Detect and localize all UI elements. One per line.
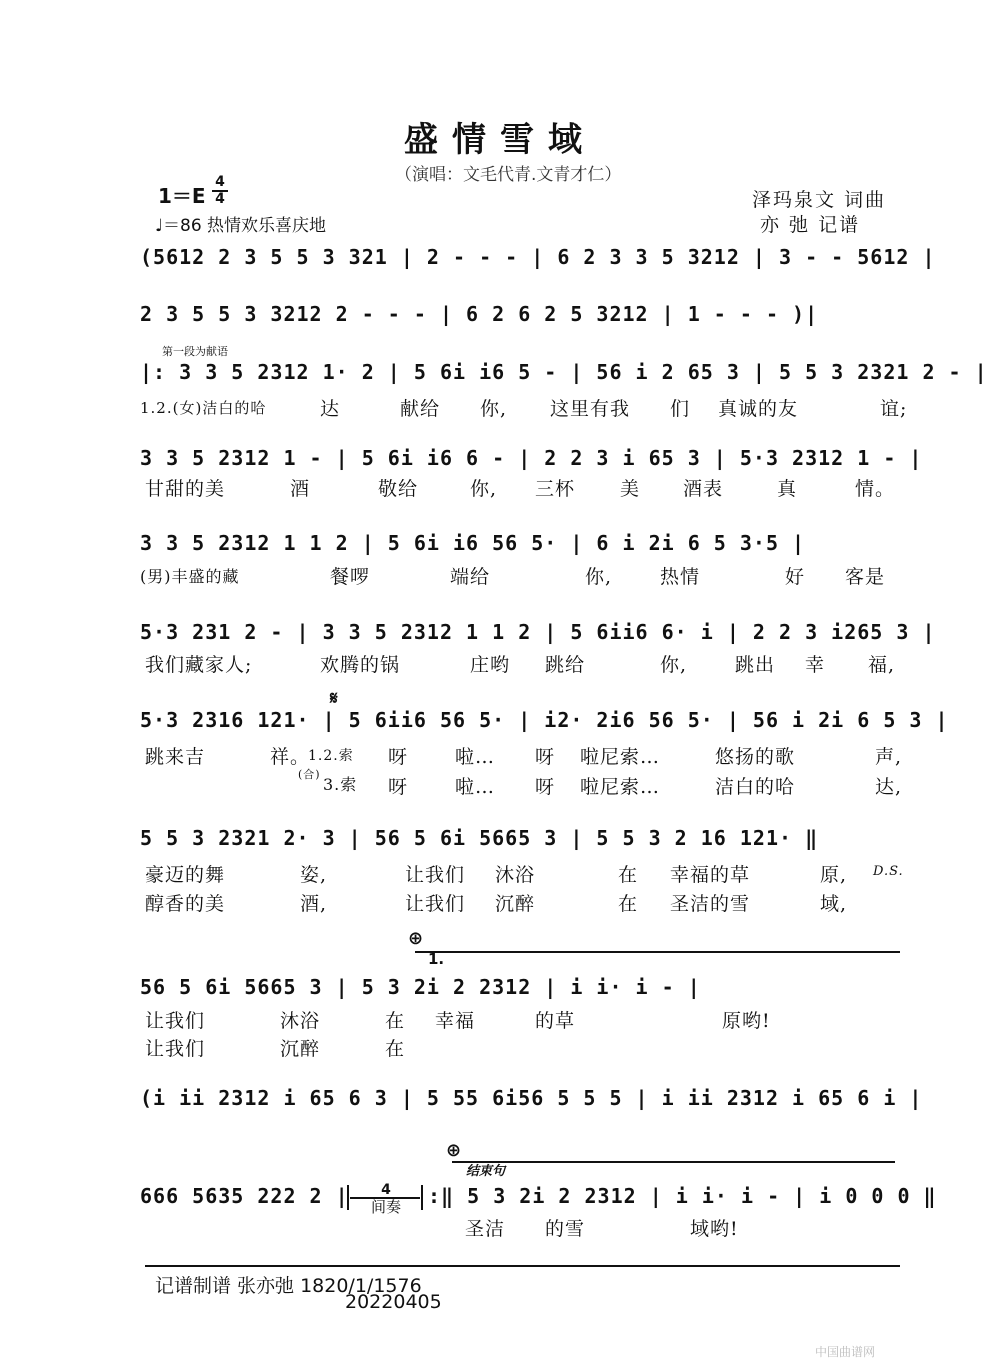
- lyric-word: 幸福的草: [670, 864, 751, 886]
- lyric-word: 沉醉: [280, 1038, 321, 1060]
- lyric-word: 啦尼索…: [580, 746, 661, 768]
- footer-divider: [145, 1265, 900, 1267]
- lyric-word: 跳来吉: [145, 746, 206, 768]
- notation-row-9: 56 5 6i 5665 3 | 5 3 2i 2 2312 | i i· i - |: [140, 975, 701, 999]
- notation-row-8: 5 5 3 2321 2· 3 | 56 5 6i 5665 3 | 5 5 3 2 16 121· ‖: [140, 826, 819, 850]
- time-signature-bottom: 4: [215, 191, 225, 207]
- coda-sign-2: ⊕: [446, 1140, 462, 1161]
- performers-subtitle: （演唱：文毛代青.文青才仁）: [395, 165, 622, 185]
- lyric-word: 福,: [868, 654, 896, 676]
- lyric-word: 原,: [820, 864, 848, 886]
- notation-row-11-end: :‖ 5 3 2i 2 2312 | i i· i - | i 0 0 0 ‖: [428, 1184, 937, 1208]
- lyric-word: 的雪: [545, 1218, 586, 1240]
- lyric-word: 美: [620, 478, 641, 500]
- lyric-word: 祥。: [270, 746, 311, 768]
- lyric-word: 域,: [820, 893, 848, 915]
- notation-row-2: 2 3 5 5 3 3212 2 - - - | 6 2 6 2 5 3212 | 1 - - - )|: [140, 302, 819, 326]
- lyric-word: 酒: [290, 478, 311, 500]
- time-signature-top: 4: [215, 174, 225, 190]
- lyric-word: 让我们: [405, 864, 466, 886]
- lyric-word: 啦尼索…: [580, 776, 661, 798]
- lyric-word: 在: [385, 1038, 406, 1060]
- key-signature: 1＝E: [158, 184, 206, 208]
- lyric-word: 的草: [535, 1010, 576, 1032]
- lyric-word: 在: [385, 1010, 406, 1032]
- lyric-word: 醇香的美: [145, 893, 226, 915]
- lyric-word: 悠扬的歌: [715, 746, 796, 768]
- lyric-word: 我们藏家人;: [145, 654, 253, 676]
- lyric-word: 沐浴: [495, 864, 536, 886]
- lyric-word: 圣洁: [465, 1218, 506, 1240]
- lyric-word: 让我们: [145, 1038, 206, 1060]
- lyric-word: 让我们: [145, 1010, 206, 1032]
- lyric-word: 在: [618, 864, 639, 886]
- lyric-word: 让我们: [405, 893, 466, 915]
- lyric-word: 谊;: [880, 398, 908, 420]
- lyric-word: 豪迈的舞: [145, 864, 226, 886]
- lyric-word: 甘甜的美: [145, 478, 226, 500]
- lyric-word: 跳出: [735, 654, 776, 676]
- notation-row-5: 3 3 5 2312 1 1 2 | 5 6i i6 56 5· | 6 i 2i 6 5 3·5 |: [140, 531, 806, 555]
- lyric-word: 敬给: [378, 478, 419, 500]
- notation-row-11: 666 5635 222 2 |: [140, 1184, 349, 1208]
- footer-credit: 记谱制谱 张亦弛 1820/1/1576: [155, 1275, 422, 1297]
- lyric-word: 你,: [470, 478, 498, 500]
- notation-row-4: 3 3 5 2312 1 - | 5 6i i6 6 - | 2 2 3 i 65 3 | 5·3 2312 1 - |: [140, 446, 923, 470]
- coda-sign: ⊕: [408, 928, 424, 949]
- lyric-word: 沐浴: [280, 1010, 321, 1032]
- lyric-word: 呀: [388, 746, 409, 768]
- site-watermark: 中国曲谱网: [815, 1345, 876, 1359]
- interlude-label: 间奏: [370, 1198, 401, 1216]
- interlude-bars: 4: [381, 1182, 391, 1198]
- lyric-word: 你,: [660, 654, 688, 676]
- lyric-word: 欢腾的锅: [320, 654, 401, 676]
- lyric-word: 客是: [845, 566, 886, 588]
- lyric-word: 达,: [875, 776, 903, 798]
- section-label: 第一段为献语: [162, 345, 228, 358]
- lyric-word: (合): [298, 768, 321, 781]
- lyric-word: 圣洁的雪: [670, 893, 751, 915]
- lyric-word: 端给: [450, 566, 491, 588]
- lyric-word: 热情: [660, 566, 701, 588]
- lyric-word: 幸: [805, 654, 826, 676]
- lyric-word: 1.2.(女)洁白的哈: [140, 399, 267, 417]
- lyric-word: 情。: [855, 478, 896, 500]
- lyric-word: 们: [670, 398, 691, 420]
- lyric-word: 餐啰: [330, 566, 371, 588]
- notation-row-10: (i ii 2312 i 65 6 3 | 5 55 6i56 5 5 5 | i ii 2312 i 65 6 i |: [140, 1086, 923, 1110]
- lyric-word: 3.索: [323, 775, 358, 794]
- lyric-word: 你,: [585, 566, 613, 588]
- volta-1-label: 1.: [428, 950, 445, 968]
- lyric-word: 呀: [535, 746, 556, 768]
- notation-row-3: |: 3 3 5 2312 1· 2 | 5 6i i6 5 - | 56 i 2 65 3 | 5 5 3 2321 2 - |: [140, 360, 988, 384]
- lyric-word: 真诚的友: [718, 398, 799, 420]
- lyric-word: 好: [785, 566, 806, 588]
- lyric-word: 酒,: [300, 893, 328, 915]
- lyric-word: D.S.: [873, 864, 904, 879]
- lyric-word: 献给: [400, 398, 441, 420]
- ending-label: 结束句: [466, 1164, 506, 1179]
- lyric-word: 跳给: [545, 654, 586, 676]
- footer-date: 20220405: [345, 1291, 442, 1313]
- lyric-word: 达: [320, 398, 341, 420]
- notation-row-6: 5·3 231 2 - | 3 3 5 2312 1 1 2 | 5 6ii6 6· i | 2 2 3 i265 3 |: [140, 620, 936, 644]
- notation-row-7: 5·3 2316 121· | 5 6ii6 56 5· | i2· 2i6 56 5· | 56 i 2i 6 5 3 |: [140, 708, 949, 732]
- tempo-marking: ♩＝86 热情欢乐喜庆地: [155, 216, 327, 236]
- lyric-word: 这里有我: [550, 398, 631, 420]
- lyric-word: 洁白的哈: [715, 776, 796, 798]
- lyric-word: 域哟!: [690, 1218, 739, 1240]
- lyric-word: 姿,: [300, 864, 328, 886]
- lyric-word: 1.2.索: [308, 748, 354, 764]
- lyric-word: 真: [777, 478, 798, 500]
- lyricist-composer-credit: 泽玛泉文 词曲: [752, 189, 887, 211]
- lyric-word: 沉醉: [495, 893, 536, 915]
- lyric-word: 原哟!: [722, 1010, 771, 1032]
- lyric-word: 呀: [535, 776, 556, 798]
- transcriber-credit: 亦 弛 记谱: [760, 214, 861, 236]
- lyric-word: 你,: [480, 398, 508, 420]
- lyric-word: 庄哟: [470, 654, 511, 676]
- song-title: 盛情雪域: [404, 120, 596, 160]
- notation-row-1: (5612 2 3 5 5 3 321 | 2 - - - | 6 2 3 3 5 3212 | 3 - - 5612 |: [140, 245, 936, 269]
- lyric-word: 啦…: [455, 746, 496, 768]
- lyric-word: (男)丰盛的藏: [140, 567, 240, 586]
- lyric-word: 三杯: [535, 478, 576, 500]
- lyric-word: 酒表: [683, 478, 724, 500]
- lyric-word: 啦…: [455, 776, 496, 798]
- lyric-word: 呀: [388, 776, 409, 798]
- segno-sign: 𝄋: [330, 688, 338, 709]
- lyric-word: 幸福: [435, 1010, 476, 1032]
- lyric-word: 声,: [875, 746, 903, 768]
- lyric-word: 在: [618, 893, 639, 915]
